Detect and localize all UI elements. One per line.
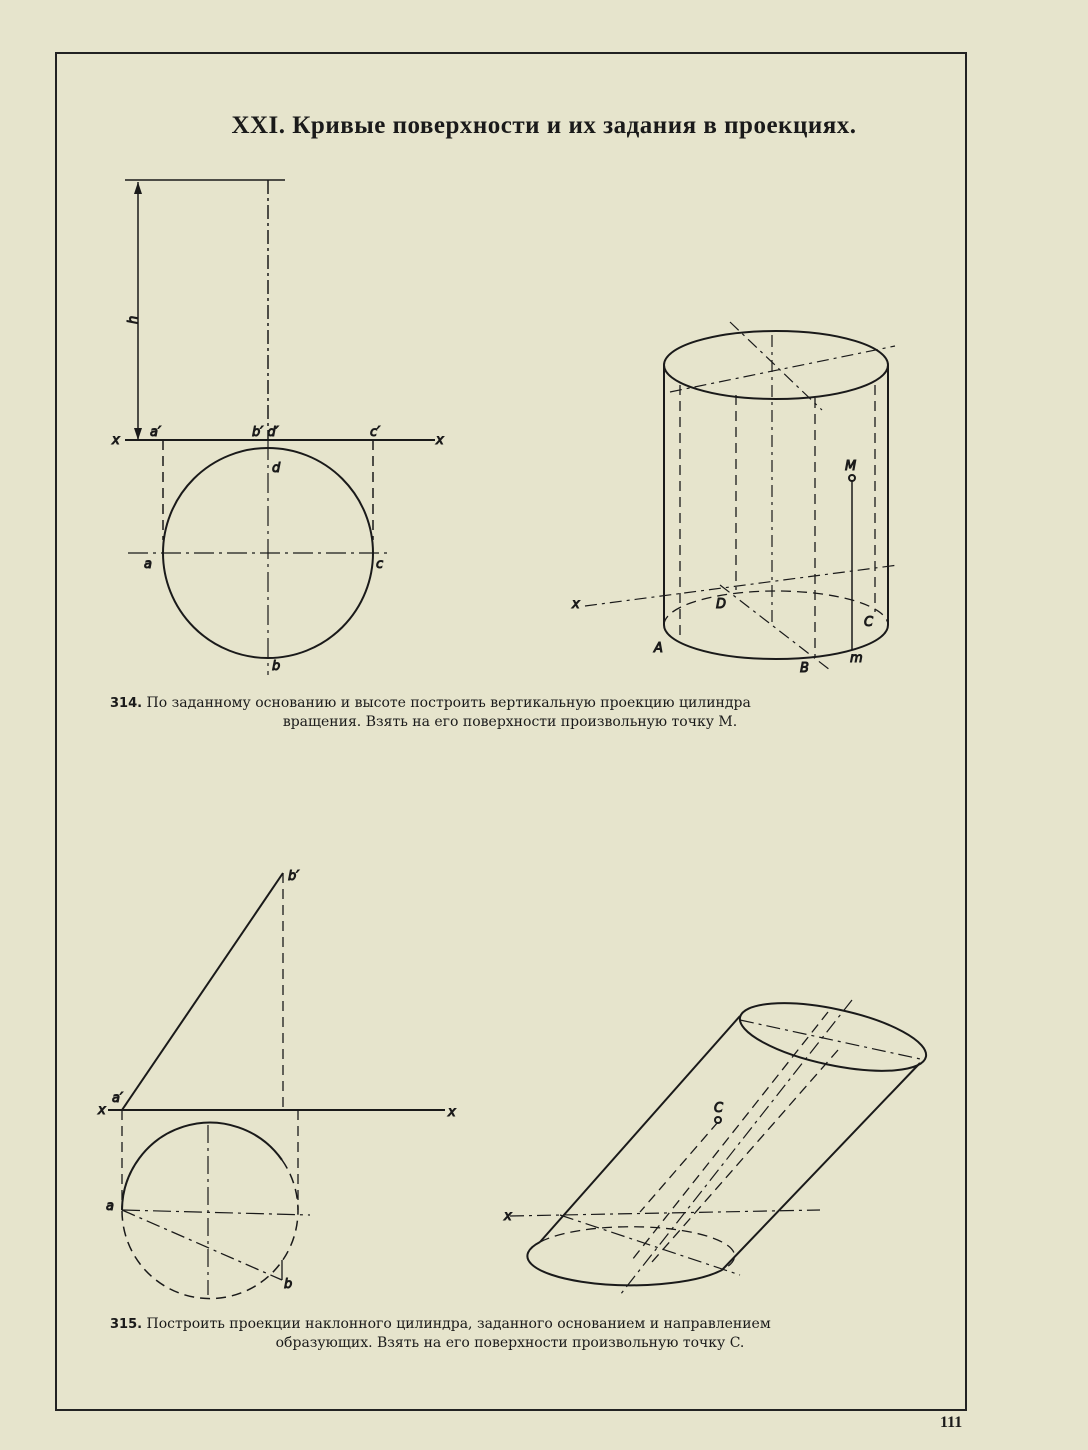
label-a-prime: a′ [150, 425, 161, 440]
label-a: a [106, 1199, 114, 1214]
label-x-left: x [98, 1103, 106, 1118]
label-x-3d: x [504, 1209, 512, 1224]
label-x-3d: x [572, 597, 580, 612]
label-b: b [272, 659, 281, 674]
label-x-left: x [112, 433, 120, 448]
label-D: D [716, 597, 727, 612]
label-B: B [800, 661, 809, 676]
label-a: a [144, 557, 152, 572]
label-c: c [376, 557, 384, 572]
label-b: b [284, 1277, 293, 1292]
caption-line-1: Построить проекции наклонного цилиндра, заданного основанием и направлением [146, 1316, 771, 1332]
label-b-prime: b′ [288, 869, 300, 884]
label-C: C [714, 1101, 724, 1116]
label-x-right: x [448, 1105, 456, 1120]
label-c-prime: c′ [370, 425, 381, 440]
label-x-right: x [436, 433, 444, 448]
label-d: d [272, 461, 281, 476]
label-a-prime: a′ [112, 1091, 123, 1106]
fig314-orthographic [125, 180, 435, 675]
chapter-title: XXI. Кривые поверхности и их задания в проекциях. [231, 112, 857, 139]
label-A: A [654, 641, 663, 656]
caption-line-2: образующих. Взять на его поверхности произвольную точку C. [275, 1335, 745, 1351]
caption-line-1: По заданному основанию и высоте построить вертикальную проекцию цилиндра [146, 695, 751, 711]
label-M: M [845, 459, 857, 474]
label-m: m [850, 651, 863, 666]
label-bd-prime: b′ d′ [252, 425, 279, 440]
fig315-cylinder [510, 990, 932, 1295]
fig315-orthographic [108, 873, 445, 1299]
figure-number: 314. [110, 696, 143, 711]
caption-line-2: вращения. Взять на его поверхности произвольную точку M. [282, 714, 738, 730]
fig314-cylinder [585, 322, 898, 670]
label-h: h [126, 315, 141, 324]
label-C: C [864, 615, 874, 630]
figure-number: 315. [110, 1317, 143, 1332]
caption-315 [110, 1315, 910, 1352]
page-number: 111 [940, 1414, 963, 1431]
caption-314 [110, 694, 910, 731]
